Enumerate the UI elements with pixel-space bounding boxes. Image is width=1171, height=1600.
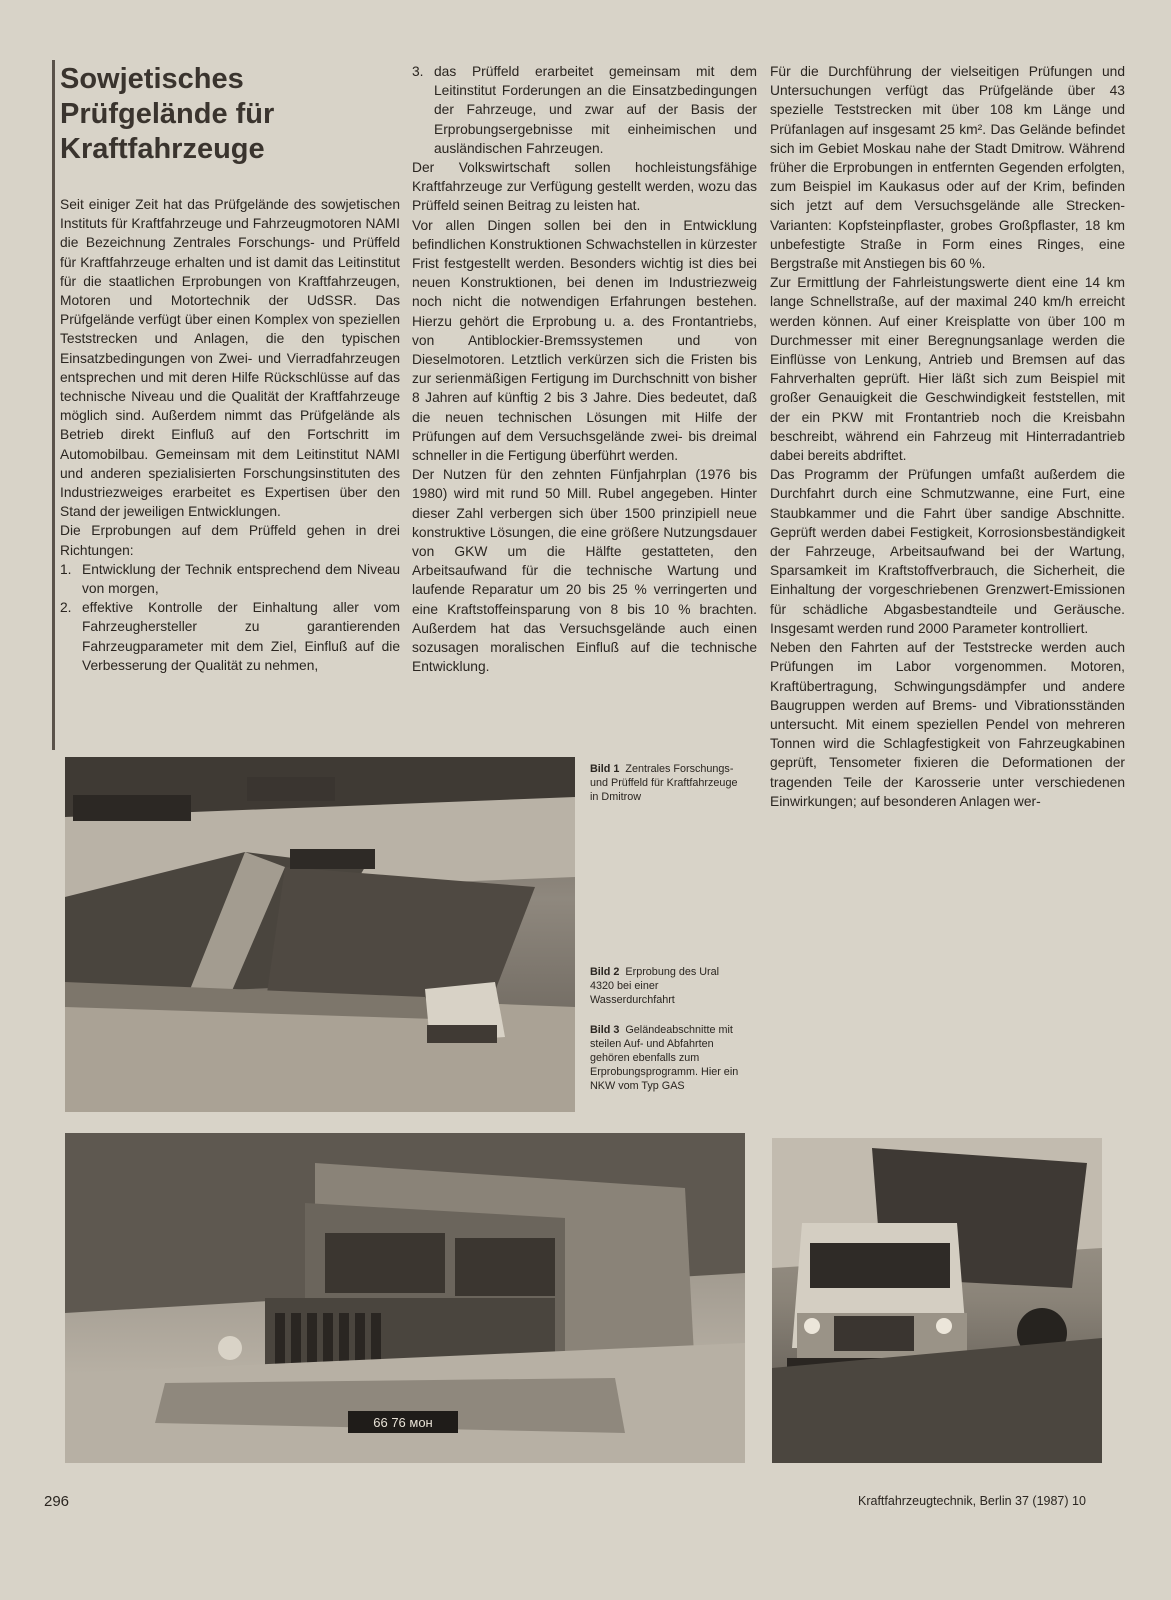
list-item bbox=[412, 62, 757, 158]
photo-gas-truck-offroad bbox=[772, 1138, 1102, 1463]
paragraph-volkswirtschaft: Der Volkswirtschaft sollen hochleistungsfähige Kraftfahrzeuge zur Verfügung gestellt werden, wozu das Prüffeld seinen Beitrag zu leisten hat. bbox=[412, 160, 757, 214]
publication-info: Kraftfahrzeugtechnik, Berlin 37 (1987) 10 bbox=[858, 1494, 1086, 1508]
list-item-text: effektive Kontrolle der Einhaltung aller vom Fahrzeughersteller zu garantierenden Fahrzeugparameter mit dem Ziel, Einfluß auf die Verbesserung der Qualität zu nehmen, bbox=[82, 600, 400, 673]
paragraph-fahrleistung: Zur Ermittlung der Fahrleistungswerte dient eine 14 km lange Schnellstraße, auf der maximal 240 km/h erreicht werden können. Auf einer Kreisplatte von über 100 m Durchmesser mit einer Beregnungsanlage werden die Einflüsse von Lenkung, Antrieb und Bremsen auf das Fahrverhalten geprüft. Hier läßt sich zum Beispiel mit großer Genauigkeit die Geschwindigkeit feststellen, mit der ein PKW mit Frontantrieb noch die Kreisbahn beschreibt, während ein Fahrzeug mit Hinterradantrieb dabei bereits abdriftet. bbox=[770, 275, 1125, 464]
caption-bild-1 bbox=[590, 762, 740, 804]
paragraph-programm: Das Programm der Prüfungen umfaßt außerdem die Durchfahrt durch eine Schmutzwanne, eine Furt, eine Staubkammer und die Fahrt über sandige Abschnitte. Geprüft werden dabei Festigkeit, Korrosionsbeständigkeit der Fahrzeuge, Arbeitsaufwand bei der Wartung, Sparsamkeit im Kraftstoffverbrauch, die Sicherheit, die Einhaltung der vorgeschriebenen Grenzwert-Emissionen für schädliche Abgasbestandteile und Geräusche. Insgesamt werden rund 2000 Parameter kontrolliert. bbox=[770, 467, 1125, 636]
license-plate-text: 66 76 мон bbox=[373, 1415, 433, 1430]
paragraph-schwachstellen: Vor allen Dingen sollen bei den in Entwicklung befindlichen Konstruktionen Schwachstellen in kürzester Frist festgestellt werden. Besonders wichtig ist dies bei neuen Konstruktionen, bei denen im Industriezweig noch nicht die notwendigen Erfahrungen bestehen. Hierzu gehört die Erprobung u. a. des Frontantriebs, von Antiblockier-Bremssystemen und von Dieselmotoren. Letztlich verkürzen sich die Fristen bis zur serienmäßigen Fertigung im Durchschnitt von bisher 8 Jahren auf künftig 2 bis 3 Jahre. Dies bedeutet, daß die neuen technischen Lösungen mit Hilfe der Prüfungen auf dem Versuchsgelände zwei- bis dreimal schneller in die Fertigung überführt werden. bbox=[412, 217, 757, 464]
caption-label: Bild 2 bbox=[590, 966, 620, 978]
text-column-1 bbox=[60, 195, 400, 675]
list-intro: Die Erprobungen auf dem Prüffeld gehen in drei Richtungen: bbox=[60, 523, 400, 558]
directions-list bbox=[60, 560, 400, 675]
list-item-text: Entwicklung der Technik entsprechend dem Niveau von morgen, bbox=[82, 561, 400, 597]
caption-label: Bild 3 bbox=[590, 1024, 620, 1036]
list-number: 1. bbox=[60, 561, 72, 577]
list-item bbox=[60, 560, 400, 598]
title-rule bbox=[52, 60, 55, 750]
caption-text: Zentrales Forschungs- und Prüffeld für Kraftfahrzeuge in Dmitrow bbox=[590, 763, 738, 803]
text-column-2 bbox=[412, 62, 757, 675]
caption-bild-2 bbox=[590, 965, 740, 1007]
text-column-3 bbox=[770, 62, 1125, 811]
page-number: 296 bbox=[44, 1493, 70, 1510]
caption-label: Bild 1 bbox=[590, 763, 620, 775]
list-item-text: das Prüffeld erarbeitet gemeinsam mit dem Leitinstitut Forderungen an die Einsatzbedingungen der Fahrzeuge, und zwar auf der Basis der Erprobungsergebnisse mit einheimischen und ausländischen Fahrzeugen. bbox=[434, 64, 757, 156]
gas-truck-illustration bbox=[772, 1138, 1102, 1463]
list-item bbox=[60, 598, 400, 675]
caption-bild-3 bbox=[590, 1023, 740, 1093]
ural-truck-illustration bbox=[65, 1133, 745, 1463]
article-title: Sowjetisches Prüfgelände für Kraftfahrzeuge bbox=[60, 63, 275, 165]
paragraph-labor: Neben den Fahrten auf der Teststrecke werden auch Prüfungen im Labor vorgenommen. Motoren, Kraftübertragung, Schwingungsdämpfer und andere Baugruppen werden auf Brems- und Vibrationsständen untersucht. Mit einem speziellen Pendel von mehreren Tonnen wird die Schlagfestigkeit von Fahrzeugkabinen geprüft, Tensometer fixieren die Deformationen der tragenden Teile der Karosserie unter verschiedenen Einwirkungen; auf besonderen Anlagen wer- bbox=[770, 640, 1125, 809]
paragraph-teststrecken: Für die Durchführung der vielseitigen Prüfungen und Untersuchungen verfügt das Prüfgelände über 43 spezielle Teststrecken mit über 108 km Länge und Prüfanlagen auf insgesamt 25 km². Das Gelände befindet sich im Gebiet Moskau nahe der Stadt Dmitrow. Während früher die Erprobungen in entfernten Gegenden erfolgten, zum Beispiel im Kaukasus oder auf der Krim, befinden sich jetzt auf dem Versuchsgelände alle Strecken-Varianten: Kopfsteinpflaster, grobes Großpflaster, 18 km unbefestigte Straße in Form eines Ringes, eine Bergstraße mit Anstiegen bis 60 %. bbox=[770, 64, 1125, 272]
caption-text: Erprobung des Ural 4320 bei einer Wasserdurchfahrt bbox=[590, 966, 720, 1006]
test-track-illustration bbox=[65, 757, 575, 1112]
intro-paragraph: Seit einiger Zeit hat das Prüfgelände des sowjetischen Instituts für Kraftfahrzeuge und Fahrzeugmotoren NAMI die Bezeichnung Zentrales Forschungs- und Prüffeld für Kraftfahrzeuge erhalten und ist damit das Leitinstitut für die staatlichen Erprobungen von Kraftfahrzeugen, Motoren und Motortechnik der UdSSR. Das Prüfgelände verfügt über einen Komplex von speziellen Teststrecken und Anlagen, die den typischen Einsatzbedingungen von Zwei- und Vierradfahrzeugen entsprechen und mit deren Hilfe Rückschlüsse auf das technische Niveau und die Qualität der Kraftfahrzeuge möglich sind. Außerdem nimmt das Prüfgelände als Betrieb direkt Einfluß auf den Fortschritt im Automobilbau. Gemeinsam mit dem Leitinstitut NAMI und anderen spezialisierten Forschungsinstituten des Industriezweiges erarbeitet es Expertisen über den Stand der jeweiligen Entwicklungen. bbox=[60, 197, 400, 520]
paragraph-nutzen: Der Nutzen für den zehnten Fünfjahrplan (1976 bis 1980) wird mit rund 50 Mill. Rubel angegeben. Hinter dieser Zahl verbergen sich über 1500 prinzipiell neue konstruktive Lösungen, die eine größere Nutzungsdauer von GKW um die Hälfte gestatteten, den Arbeitsaufwand für die technische Wartung und laufende Reparatur um 20 bis 25 % verringerten und eine Kraftstoffeinsparung von 8 bis 10 % brachten. Außerdem hat das Versuchsgelände auch einen sozusagen moralischen Einfluß auf die technische Entwicklung. bbox=[412, 467, 757, 675]
photo-test-track bbox=[65, 757, 575, 1112]
list-number: 2. bbox=[60, 600, 72, 616]
photo-ural-water-crossing bbox=[65, 1133, 745, 1463]
list-number: 3. bbox=[412, 64, 424, 79]
directions-list-cont bbox=[412, 62, 757, 158]
caption-text: Geländeabschnitte mit steilen Auf- und Abfahrten gehören ebenfalls zum Erprobungsprogramm. Hier ein NKW vom Typ GAS bbox=[590, 1024, 739, 1092]
